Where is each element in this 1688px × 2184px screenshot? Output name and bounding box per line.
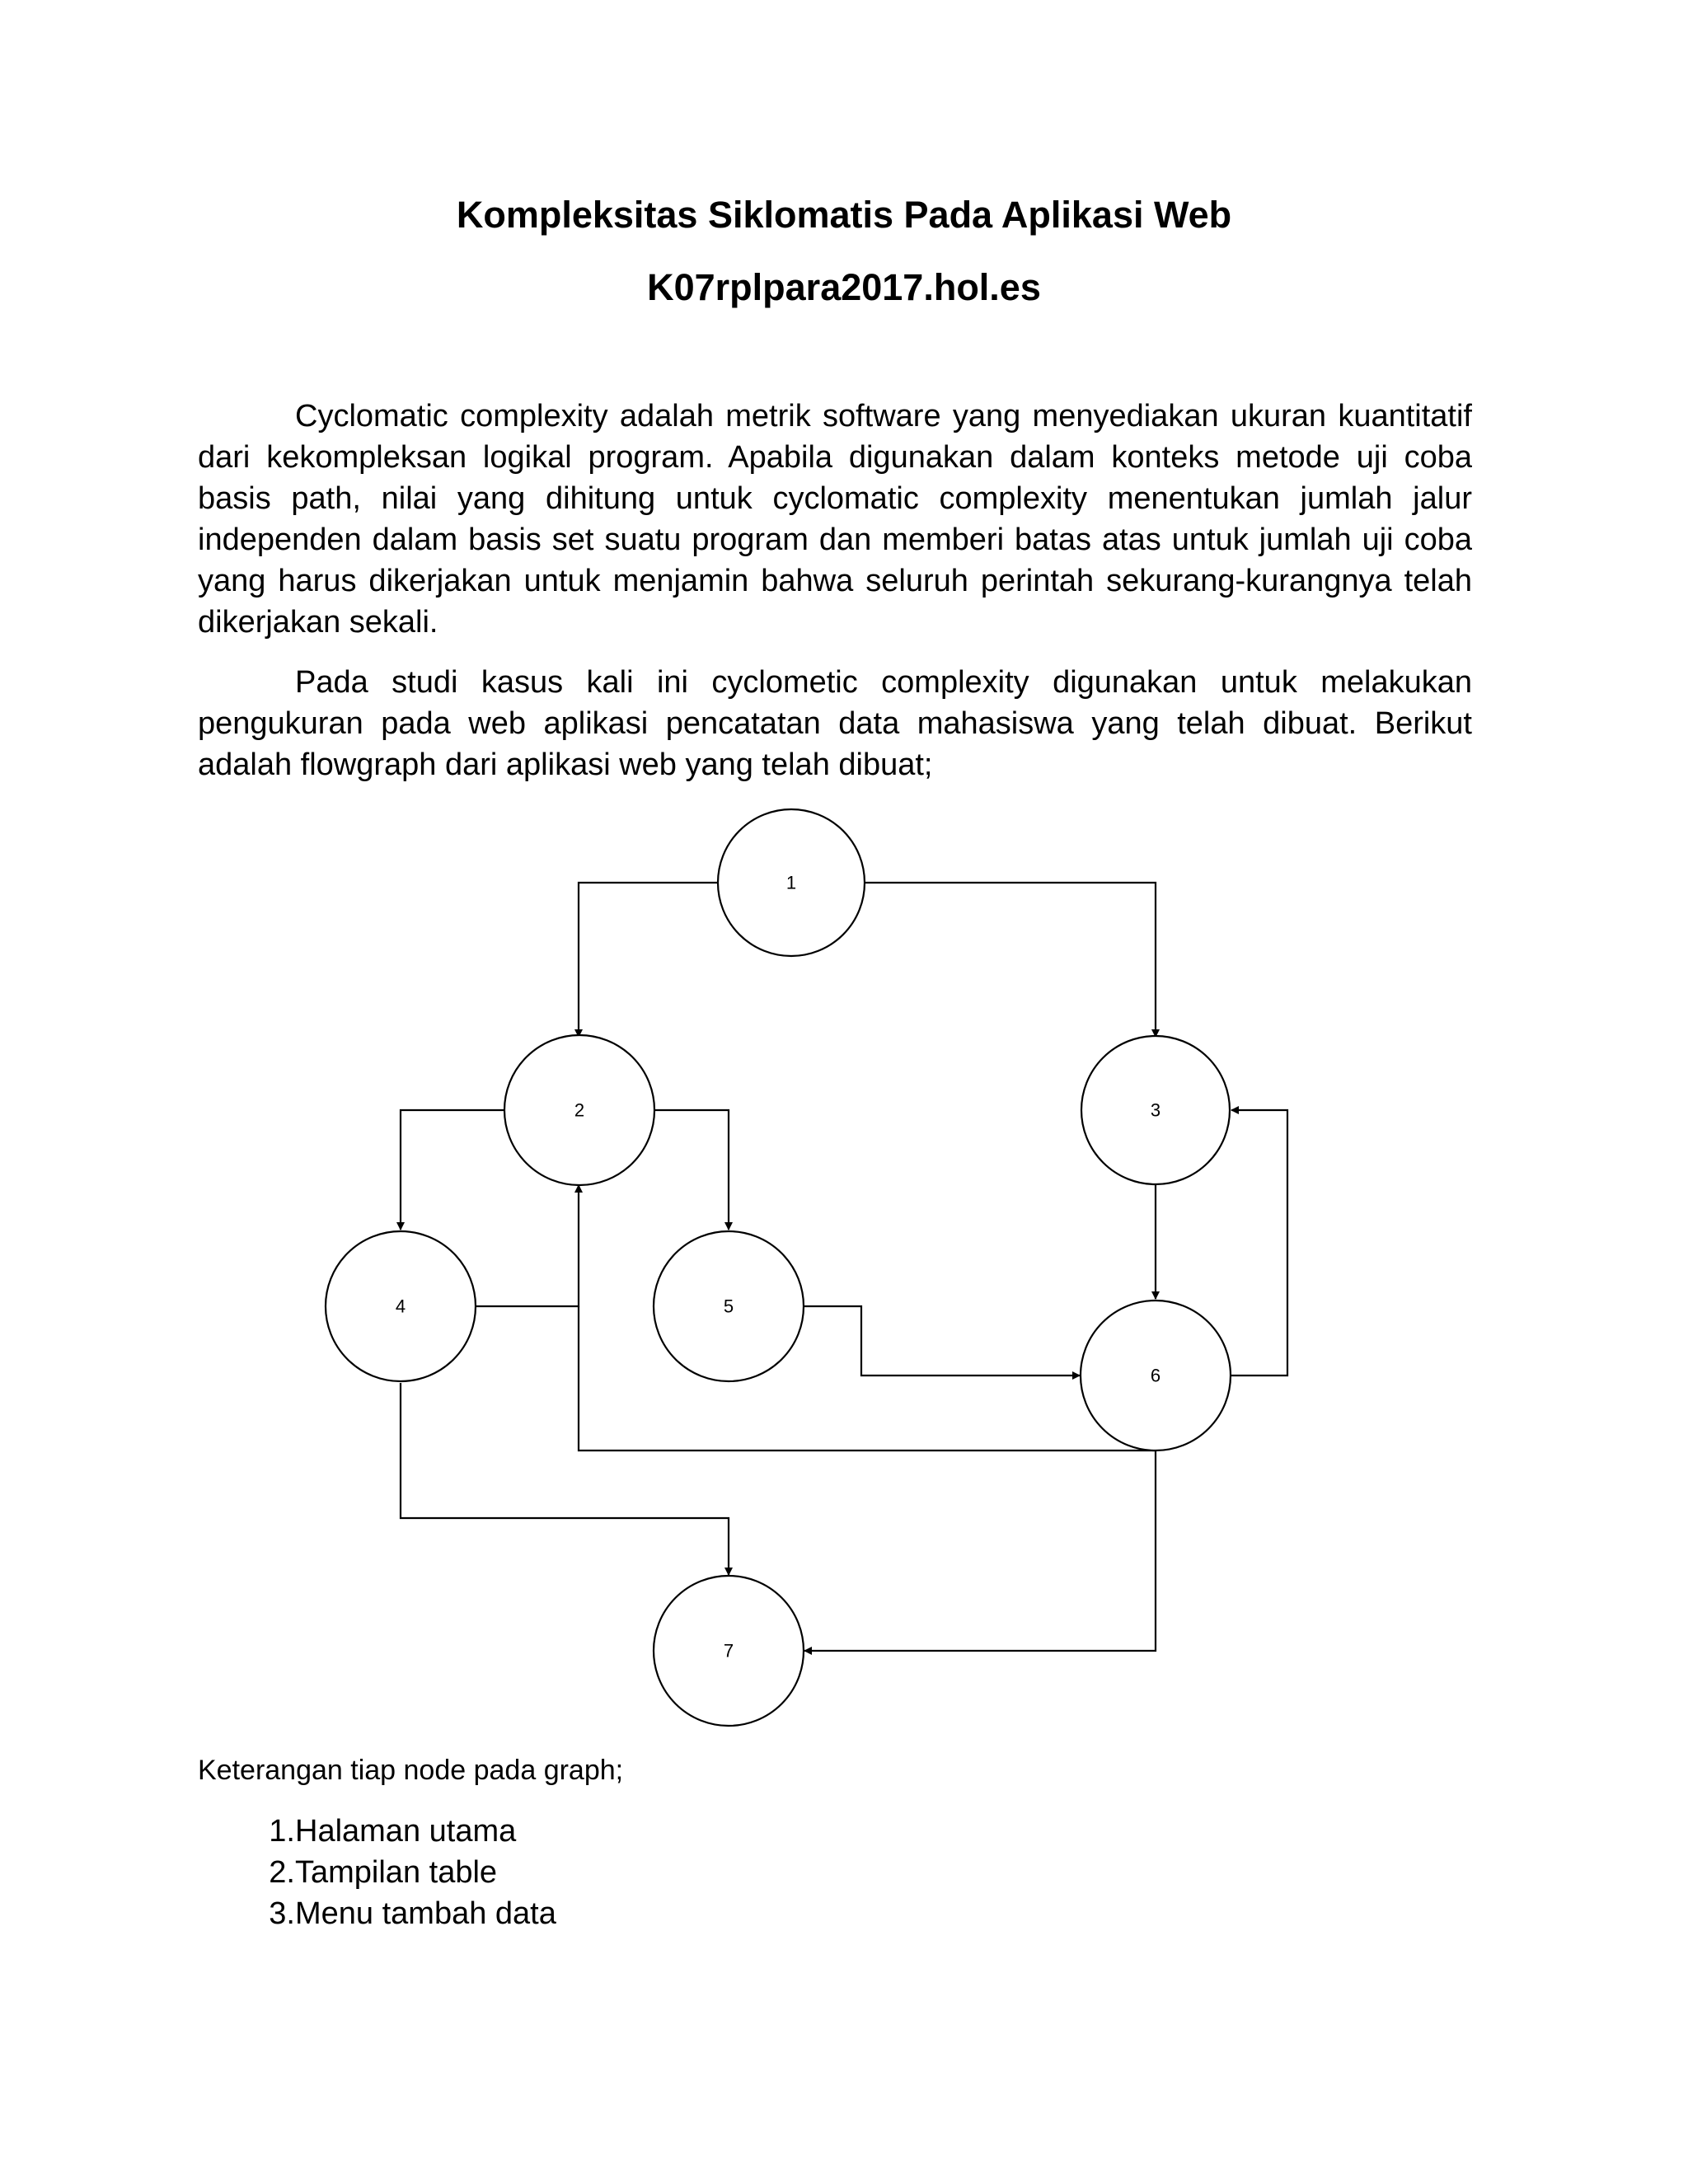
list-item-text: Halaman utama: [295, 1814, 517, 1849]
edge-2-5: [654, 1110, 729, 1230]
node-7-label: 7: [723, 1640, 734, 1661]
edge-5-6: [803, 1306, 1080, 1376]
list-item-number: 1.: [269, 1814, 295, 1849]
list-item-number: 2.: [269, 1855, 295, 1890]
node-description-list: [198, 1811, 556, 1934]
node-2-label: 2: [574, 1099, 585, 1121]
graph-caption: Keterangan tiap node pada graph;: [198, 1755, 624, 1786]
edge-1-2: [579, 883, 720, 1037]
list-item-text: Menu tambah data: [295, 1896, 556, 1931]
node-3-label: 3: [1150, 1099, 1161, 1121]
edge-6-7: [804, 1451, 1156, 1651]
paragraph-case-study: Pada studi kasus kali ini cyclometic complexity digunakan untuk melakukan pengukuran pada web aplikasi pencatatan data mahasiswa yang telah dibuat. Berikut adalah flowgraph dari aplikasi web yang telah dibuat;: [198, 665, 1472, 782]
edge-2-4: [401, 1110, 504, 1230]
list-item-text: Tampilan table: [295, 1855, 498, 1890]
list-item: [198, 1811, 517, 1852]
document-title: Kompleksitas Siklomatis Pada Aplikasi Web: [456, 194, 1232, 236]
edge-6-3: [1230, 1110, 1287, 1376]
edge-1-3: [863, 883, 1156, 1037]
node-6-label: 6: [1150, 1365, 1161, 1386]
paragraph-intro: Cyclomatic complexity adalah metrik software yang menyediakan ukuran kuantitatif dari kekompleksan logikal program. Apabila digunakan dalam konteks metode uji coba basis path, nilai yang dihitung untuk cyclomatic complexity menentukan jumlah jalur independen dalam basis set suatu program dan memberi batas atas untuk jumlah uji coba yang harus dikerjakan untuk menjamin bahwa seluruh perintah sekurang-kurangnya telah dikerjakan sekali.: [198, 399, 1472, 640]
list-item: [198, 1852, 498, 1893]
node-1-label: 1: [785, 872, 797, 893]
document-subtitle: K07rplpara2017.hol.es: [647, 266, 1041, 308]
list-item-number: 3.: [269, 1896, 295, 1931]
edge-4-7: [401, 1383, 729, 1575]
edge-4-2: [475, 1185, 579, 1306]
node-5-label: 5: [723, 1296, 734, 1317]
node-4-label: 4: [395, 1296, 406, 1317]
list-item: [198, 1893, 556, 1934]
